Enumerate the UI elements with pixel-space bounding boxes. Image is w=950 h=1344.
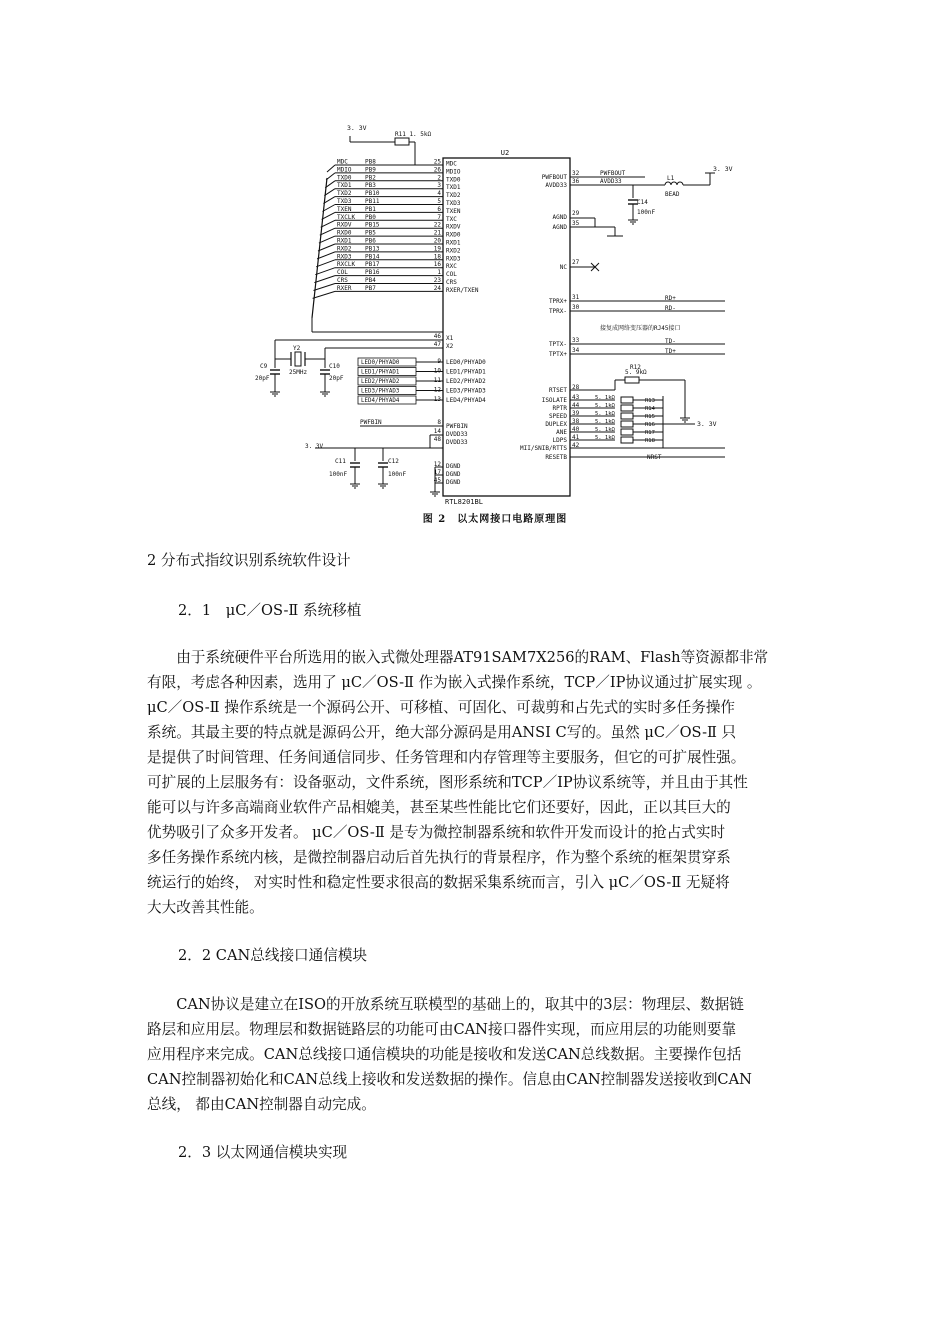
pin-number: 46	[433, 333, 441, 340]
bus-signal-label: MDC	[337, 158, 348, 166]
pin-number: 1	[437, 269, 441, 277]
pin-name: TPTX+	[548, 351, 567, 358]
crystal-ref: Y2	[293, 345, 301, 352]
pin-number: 7	[437, 213, 441, 221]
pin-name: DUPLEX	[545, 421, 567, 428]
paragraph-line: 总线， 都由CAN控制器自动完成。	[147, 1096, 376, 1113]
section-heading-2: 2 分布式指纹识别系统软件设计	[147, 552, 351, 569]
net-label: RD-	[665, 305, 676, 312]
pin-number: 29	[572, 210, 580, 217]
pin-number: 19	[433, 245, 441, 253]
pin-name: MDIO	[446, 168, 461, 176]
pin-name: CRS	[446, 279, 457, 286]
l1-type: BEAD	[665, 191, 680, 198]
wire	[319, 236, 335, 243]
c11-ref: C11	[335, 458, 346, 465]
bus-signal-label: TXD0	[337, 174, 352, 182]
pin-name: PWFBOUT	[541, 174, 567, 181]
resistor-symbol	[625, 377, 639, 383]
paragraph-can	[147, 992, 807, 1117]
figure-caption: 图 2 以太网接口电路原理图	[422, 514, 568, 525]
wire	[327, 165, 335, 172]
resistor-value: 5. 1kΩ	[595, 419, 615, 425]
pin-name: DGND	[446, 471, 461, 478]
paragraph-line: 能可以与许多高端商业软件产品相媲美，甚至某些性能比它们还要好，因此，正以其巨大的	[147, 799, 731, 816]
chip-ref: U2	[500, 149, 510, 157]
pin-number: 42	[572, 442, 580, 449]
c14-value: 100nF	[637, 209, 656, 216]
bus-port-label: PB0	[365, 213, 376, 221]
pwfbin-net: PWFBIN	[360, 419, 382, 426]
pin-name: TXD3	[446, 200, 461, 207]
pin-name: TPRX-	[548, 308, 567, 315]
pin-number: 36	[572, 178, 580, 185]
pin-name: TXD2	[446, 192, 461, 200]
pin-number: 12	[433, 461, 441, 468]
pin-number: 47	[433, 341, 441, 348]
subsection-heading-2-1: 2．1 μC／OS-Ⅱ 系统移植	[178, 602, 362, 619]
pin-number: 10	[433, 367, 441, 375]
paragraph-line: 由于系统硬件平台所选用的嵌入式微处理器AT91SAM7X256的RAM、Flash等资源都非常	[147, 649, 769, 666]
pin-number: 45	[433, 477, 441, 484]
paragraph-line: 优势吸引了众多开发者。 μC／OS-Ⅱ 是专为微控制器系统和软件开发而设计的抢占式实时	[147, 824, 726, 841]
bus-signal-label: COL	[337, 269, 348, 277]
pin-name: LED4/PHYAD4	[446, 397, 486, 404]
pin-number: 40	[572, 426, 580, 433]
pin-number: 41	[572, 434, 580, 441]
pin-name: TXD0	[446, 176, 461, 184]
inductor-coil	[665, 182, 671, 185]
paragraph-line: CAN控制器初始化和CAN总线上接收和发送数据的操作。信息由CAN控制器发送接收到CAN	[147, 1071, 752, 1088]
bus-port-label: PB3	[365, 182, 376, 190]
led-net-label: LED1/PHYAD1	[361, 369, 400, 376]
pin-name: MDC	[446, 160, 457, 168]
c10-ref: C10	[329, 363, 340, 370]
bus-signal-label: TXEN	[337, 205, 352, 213]
bus-signal-label: RXD2	[337, 245, 352, 253]
bus-port-label: PB1	[365, 205, 376, 213]
bus-signal-label: RXD0	[337, 229, 352, 237]
pin-name: TXD1	[446, 184, 461, 192]
resistor-symbol	[621, 429, 633, 435]
pin-name: RXER/TXEN	[446, 286, 479, 294]
c14-ref: C14	[637, 199, 648, 206]
bus-port-label: PB17	[365, 261, 380, 269]
net-label: TD+	[665, 348, 676, 355]
bus-signal-label: RXDV	[337, 221, 352, 229]
pin-number: 22	[433, 221, 441, 229]
pin-number: 35	[572, 220, 580, 227]
resistor-value: 5. 1kΩ	[595, 427, 615, 433]
resistor-ref: R14	[645, 406, 655, 412]
pin-name: RXD1	[446, 239, 461, 247]
wire	[314, 284, 336, 291]
pin-name: NC	[559, 264, 567, 271]
pin-number: 20	[433, 237, 441, 245]
bus-signal-label: TXCLK	[337, 213, 356, 221]
pin-number: 3	[437, 182, 441, 190]
pin-number: 5	[437, 198, 441, 205]
c12-ref: C12	[388, 458, 399, 465]
pin-number: 12	[433, 386, 441, 394]
pin-name: TPTX-	[548, 341, 567, 348]
led-net-label: LED2/PHYAD2	[361, 379, 400, 385]
paragraph-line: 是提供了时间管理、任务间通信同步、任务管理和内存管理等主要服务，但它的可扩展性强。	[147, 749, 746, 766]
net-label: PWFBOUT	[600, 170, 626, 177]
inductor-coil	[671, 182, 677, 185]
pin-number: 23	[433, 277, 441, 284]
bus-port-label: PB8	[365, 158, 376, 166]
resistor-ref: R16	[645, 422, 655, 428]
bus-port-label: PB10	[365, 190, 380, 198]
pin-number: 13	[433, 396, 441, 403]
pin-name: X2	[446, 343, 454, 350]
paragraph-line: 多任务操作系统内核，是微控制器启动后首先执行的背景程序，作为整个系统的框架贯穿系	[147, 849, 731, 866]
bus-port-label: PB7	[365, 284, 376, 292]
bus-signal-label: CRS	[337, 277, 348, 284]
pin-name: ANE	[556, 429, 567, 436]
pin-number: 24	[433, 284, 441, 292]
pin-name: TPRX+	[548, 298, 567, 305]
pin-number: 9	[437, 358, 441, 365]
pin-name: AVDD33	[545, 182, 567, 189]
paragraph-line: 大大改善其性能。	[147, 899, 264, 916]
bus-port-label: PB9	[365, 166, 376, 174]
power-label: 3. 3V	[347, 124, 367, 132]
pin-name: RXD2	[446, 247, 461, 255]
resistor-value: 5. 1kΩ	[595, 403, 615, 409]
pin-number: 16	[433, 261, 441, 269]
subsection-heading-2-3: 2．3 以太网通信模块实现	[178, 1144, 348, 1161]
bus-signal-label: RXD3	[337, 253, 352, 261]
bus-port-label: PB5	[365, 229, 376, 237]
resistor-value: 5. 9kΩ	[625, 369, 647, 376]
pin-number: 27	[572, 259, 580, 266]
pin-name: AGND	[552, 214, 567, 221]
wire	[313, 291, 335, 298]
pin-number: 4	[437, 190, 441, 198]
resistor-symbol	[621, 397, 633, 403]
pin-number: 14	[433, 428, 441, 435]
paragraph-line: 统运行的始终， 对实时性和稳定性要求很高的数据采集系统而言，引入 μC／OS-Ⅱ 无疑将	[147, 874, 730, 891]
resistor-ref: R13	[645, 398, 655, 404]
pin-number: 44	[572, 402, 580, 409]
paragraph-line: 应用程序来完成。CAN总线接口通信模块的功能是接收和发送CAN总线数据。主要操作包括	[147, 1046, 742, 1063]
paragraph-line: 可扩展的上层服务有：设备驱动，文件系统，图形系统和TCP／IP协议系统等，并且由于其性	[147, 774, 748, 791]
bus-port-label: PB14	[365, 253, 380, 261]
c12-value: 100nF	[388, 471, 407, 478]
bus-port-label: PB6	[365, 237, 376, 245]
wire	[316, 260, 335, 267]
pin-number: 8	[437, 419, 441, 426]
c9-ref: C9	[260, 363, 268, 370]
pin-name: RXD3	[446, 255, 461, 263]
pin-name: LDPS	[552, 437, 567, 444]
pin-name: RXDV	[446, 223, 461, 231]
bus-port-label: PB13	[365, 245, 380, 253]
paragraph-line: CAN协议是建立在ISO的开放系统互联模型的基础上的，取其中的3层：物理层、数据链	[147, 996, 744, 1013]
pin-name: TXEN	[446, 207, 461, 215]
pin-number: 43	[572, 394, 580, 401]
pin-number: 11	[433, 377, 441, 384]
c9-value: 20pF	[255, 375, 270, 382]
power-label: 3. 3V	[697, 420, 717, 428]
bus-port-label: PB4	[365, 277, 376, 284]
power-label: 3. 3V	[713, 165, 733, 173]
pin-name: RXC	[446, 263, 457, 271]
resistor-value: 5. 1kΩ	[595, 435, 615, 441]
rj45-note: 接复成网络变压器的RJ45接口	[600, 325, 681, 332]
pin-name: DVDD33	[446, 431, 468, 438]
bus-signal-label: RXD1	[337, 237, 352, 245]
led-net-label: LED3/PHYAD3	[361, 388, 400, 395]
paragraph-line: 路层和应用层。物理层和数据链路层的功能可由CAN接口器件实现，而应用层的功能则要靠	[147, 1021, 737, 1038]
bus-signal-label: TXD2	[337, 190, 352, 198]
crystal-symbol	[295, 352, 301, 366]
pin-number: 2	[437, 174, 441, 182]
net-label: RD+	[665, 295, 676, 302]
chip-part: RTL8201BL	[445, 498, 483, 506]
bus-signal-label: RXCLK	[337, 261, 356, 269]
wire	[317, 252, 335, 259]
pin-name: DVDD33	[446, 439, 468, 446]
ethernet-circuit-diagram	[255, 118, 735, 510]
pin-name: TXC	[446, 215, 457, 223]
pin-name: PWFBIN	[446, 423, 468, 430]
pin-number: 32	[572, 170, 580, 177]
pin-number: 28	[572, 384, 580, 391]
l1-ref: L1	[667, 175, 675, 182]
resistor-ref: R18	[645, 438, 655, 444]
resistor-value: 5. 1kΩ	[595, 395, 615, 401]
pin-number: 48	[433, 436, 441, 443]
pin-number: 17	[433, 469, 441, 476]
pin-name: LED1/PHYAD1	[446, 368, 486, 376]
led-net-label: LED4/PHYAD4	[361, 398, 400, 404]
pin-name: RPTR	[552, 405, 567, 412]
resistor-ref: R17	[645, 430, 655, 436]
resistor-ref: R12	[630, 364, 641, 371]
bus-port-label: PB15	[365, 221, 380, 229]
wire	[318, 244, 335, 251]
pin-number: 18	[433, 253, 441, 261]
pin-name: RTSET	[548, 387, 567, 394]
net-label: AVDD33	[600, 178, 622, 185]
pin-number: 39	[572, 410, 580, 417]
wire	[314, 276, 335, 283]
pin-name: SPEED	[548, 413, 567, 420]
bus-port-label: PB16	[365, 269, 380, 277]
subsection-heading-2-2: 2．2 CAN总线接口通信模块	[178, 947, 368, 964]
circuit-figure	[255, 118, 735, 530]
paragraph-line: 有限，考虑各种因素，选用了 μC／OS-Ⅱ 作为嵌入式操作系统，TCP／IP协议通过扩展实现 。	[147, 674, 762, 691]
c11-value: 100nF	[329, 471, 348, 478]
bus-signal-label: TXD3	[337, 198, 352, 205]
bus-port-label: PB2	[365, 174, 376, 182]
led-net-label: LED0/PHYAD0	[361, 360, 400, 366]
pin-name: MII/SNIB/RTTS	[520, 445, 567, 452]
resistor-ref: R15	[645, 414, 655, 420]
paragraph-ucos	[147, 645, 807, 920]
bus-signal-label: RXER	[337, 284, 352, 292]
pin-name: RXD0	[446, 231, 461, 239]
pin-number: 25	[433, 158, 441, 166]
pin-name: LED2/PHYAD2	[446, 378, 486, 385]
pin-name: X1	[446, 335, 454, 342]
pin-name: DGND	[446, 463, 461, 470]
pin-number: 21	[433, 229, 441, 237]
resistor-symbol	[621, 421, 633, 427]
pin-number: 31	[572, 294, 580, 301]
paragraph-line: μC／OS-Ⅱ 操作系统是一个源码公开、可移植、可固化、可裁剪和占先式的实时多任务操作	[147, 699, 736, 716]
wire	[315, 268, 335, 275]
resistor-symbol	[395, 138, 409, 145]
pin-number: 26	[433, 166, 441, 174]
pin-name: AGND	[552, 224, 567, 231]
pin-name: DGND	[446, 479, 461, 486]
crystal-freq: 25MHz	[289, 369, 308, 376]
pin-name: ISOLATE	[541, 397, 567, 404]
pin-name: LED0/PHYAD0	[446, 359, 486, 366]
pin-number: 38	[572, 418, 580, 425]
resistor-symbol	[621, 413, 633, 419]
r11-label: R11 1. 5kΩ	[395, 131, 432, 138]
resistor-symbol	[621, 437, 633, 443]
power-label: 3. 3V	[305, 443, 324, 450]
pin-number: 34	[572, 347, 580, 354]
resistor-symbol	[621, 405, 633, 411]
pin-number: 30	[572, 304, 580, 311]
c10-value: 20pF	[329, 375, 344, 382]
bus-signal-label: TXD1	[337, 182, 352, 190]
nrst-label: NRST	[647, 454, 662, 461]
bus-signal-label: MDIO	[337, 166, 352, 174]
pin-name: RESETB	[545, 454, 567, 461]
pin-number: 6	[437, 205, 441, 213]
pin-name: COL	[446, 271, 457, 279]
pin-name: LED3/PHYAD3	[446, 387, 486, 395]
bus-port-label: PB11	[365, 198, 380, 205]
pin-number: 33	[572, 337, 580, 344]
paragraph-line: 系统。其最主要的特点就是源码公开，绝大部分源码是用ANSI C写的。虽然 μC／OS-Ⅱ 只	[147, 724, 737, 741]
inductor-coil	[677, 182, 683, 185]
net-label: TD-	[665, 338, 676, 345]
resistor-value: 5. 1kΩ	[595, 411, 615, 417]
